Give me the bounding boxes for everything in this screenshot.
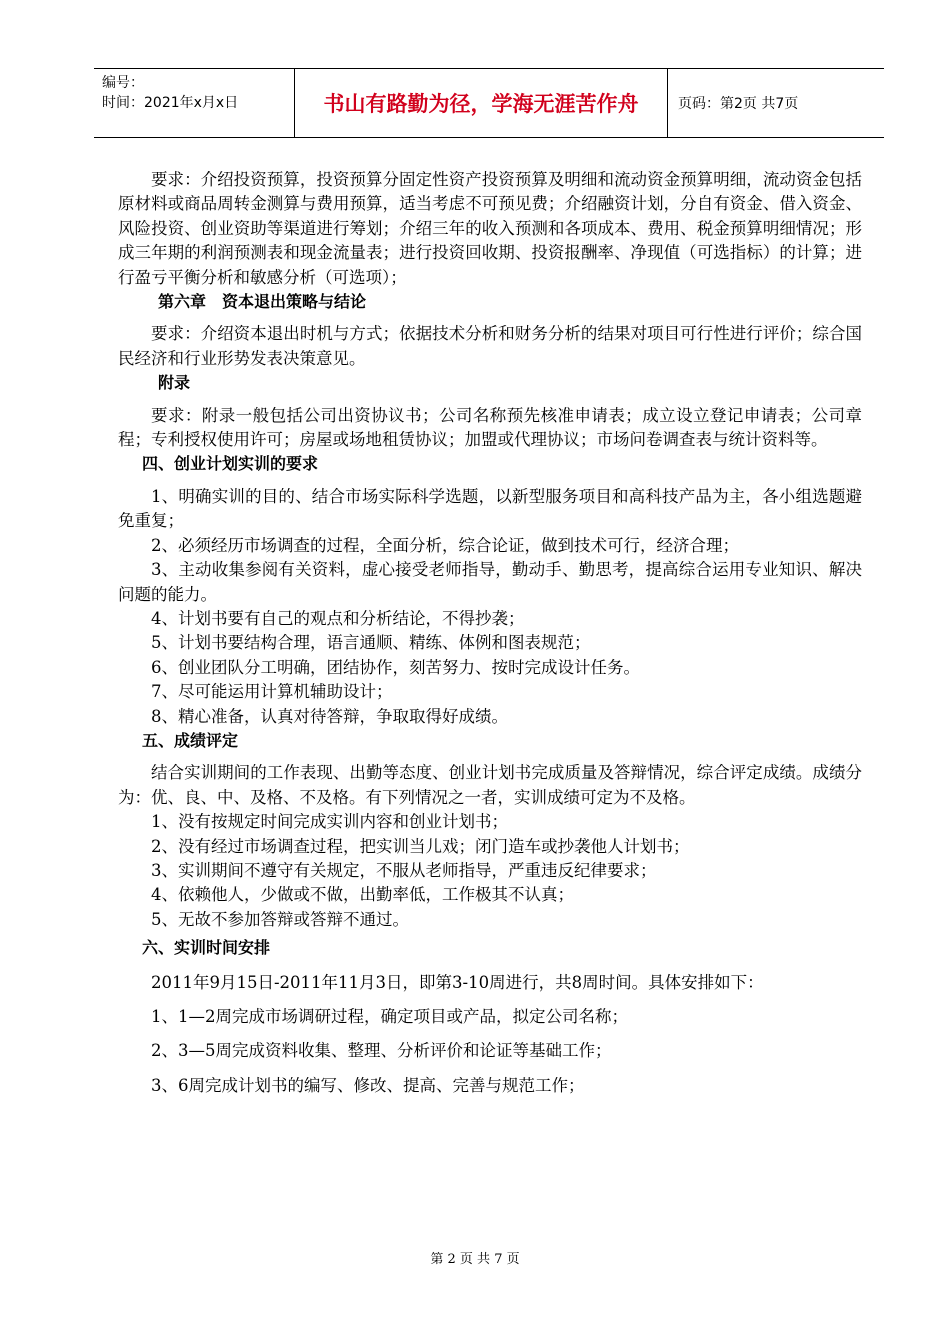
list-item: 2、没有经过市场调查过程，把实训当儿戏；闭门造车或抄袭他人计划书； [151,836,690,856]
list-item: 5、计划书要结构合理，语言通顺、精练、体例和图表规范； [151,633,591,653]
header-motto: 书山有路勤为径，学海无涯苦作舟 [295,69,668,137]
list-item: 7、尽可能运用计算机辅助设计； [151,682,393,702]
list-item: 1、明确实训的目的、结合市场实际科学选题，以新型服务项目和高科技产品为主，各小组选题避免重复； [118,486,862,531]
list-item: 4、计划书要有自己的观点和分析结论，不得抄袭； [151,608,525,628]
heading-section-4: 四、创业计划实训的要求 [142,454,319,474]
paragraph-schedule: 2011年9月15日-2011年11月3日，即第3-10周进行，共8周时间。具体安排如下： [151,972,764,992]
list-item: 1、1—2周完成市场调研过程，确定项目或产品，拟定公司名称； [151,1007,628,1026]
paragraph-grading: 结合实训期间的工作表现、出勤等态度、创业计划书完成质量及答辩情况，综合评定成绩。成绩分为：优、良、中、及格、不及格。有下列情况之一者，实训成绩可定为不及格。 [118,763,862,807]
heading-appendix: 附录 [158,373,191,393]
header-meta [94,69,295,137]
document-time-label: 时间：2021年x月x日 [102,95,239,111]
page-header [94,68,884,138]
paragraph-exit-requirements: 要求：介绍资本退出时机与方式；依据技术分析和财务分析的结果对项目可行性进行评价；综合国民经济和行业形势发表决策意见。 [118,324,862,368]
paragraph-budget-requirements: 要求：介绍投资预算，投资预算分固定性资产投资预算及明细和流动资金预算明细，流动资金包括原材料或商品周转金测算与费用预算，适当考虑不可预见费；介绍融资计划，分自有资金、借入资金、风险投资、创业资助等渠道进行筹划；介绍三年的收入预测和各项成本、费用、税金预算明细情况；形成三年期的利润预测表和现金流量表；进行投资回收期、投资报酬率、净现值（可选指标）的计算；进行盈亏平衡分析和敏感分析（可选项）； [118,170,862,287]
list-item: 2、3—5周完成资料收集、整理、分析评价和论证等基础工作； [151,1041,612,1061]
list-item: 2、必须经历市场调查的过程，全面分析，综合论证，做到技术可行，经济合理； [151,535,739,555]
list-item: 3、实训期间不遵守有关规定，不服从老师指导，严重违反纪律要求； [151,860,657,880]
heading-section-5: 五、成绩评定 [142,730,239,750]
schedule-list [118,1005,862,1098]
document-body [118,168,862,1098]
list-item: 1、没有按规定时间完成实训内容和创业计划书； [151,812,508,832]
heading-chapter-6: 第六章 资本退出策略与结论 [158,292,367,312]
list-item: 3、主动收集参阅有关资料，虚心接受老师指导，勤动手、勤思考，提高综合运用专业知识、解决问题的能力。 [118,560,862,604]
document-number-label: 编号： [102,75,144,91]
fail-conditions-list [118,810,862,932]
heading-section-6: 六、实训时间安排 [142,938,271,958]
header-page-label: 页码：第2页 共7页 [678,96,799,112]
list-item: 4、依赖他人，少做或不做，出勤率低，工作极其不认真； [151,885,574,905]
list-item: 5、无故不参加答辩或答辩不通过。 [151,909,409,929]
list-item: 3、6周完成计划书的编写、修改、提高、完善与规范工作； [151,1075,585,1095]
paragraph-appendix-requirements: 要求：附录一般包括公司出资协议书；公司名称预先核准申请表；成立设立登记申请表；公司章程；专利授权使用许可；房屋或场地租赁协议；加盟或代理协议；市场问卷调查表与统计资料等。 [118,405,862,450]
list-item: 6、创业团队分工明确，团结协作，刻苦努力、按时完成设计任务。 [151,657,640,677]
requirements-list [118,485,862,729]
page-footer-number: 第 2 页 共 7 页 [430,1252,520,1267]
list-item: 8、精心准备，认真对待答辩，争取取得好成绩。 [151,706,508,726]
